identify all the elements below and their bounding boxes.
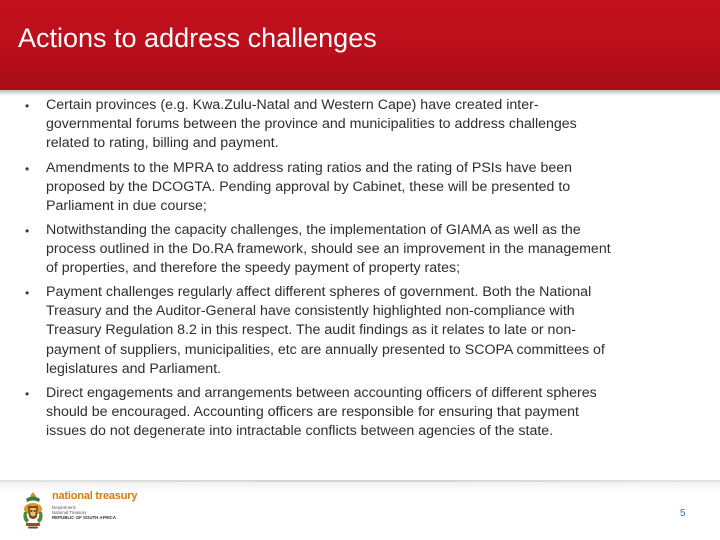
bullet-line: Treasury Regulation 8.2 in this respect. The audit findings as it relates to late or non- [46,322,576,339]
bullet-glyph: • [25,99,30,113]
bullet-line: related to rating, billing and payment. [46,135,279,152]
bullet-line: should be encouraged. Accounting officers are responsible for ensuring that payment [46,404,579,421]
bullet-glyph: • [25,387,30,401]
bullet-text [46,96,686,154]
bullet-text [46,221,686,279]
bullet-line: proposed by the DCOGTA. Pending approval by Cabinet, these will be presented to [46,179,571,196]
bullet-line: process outlined in the Do.RA framework, should see an improvement in the management [46,241,611,258]
bullet-text [46,159,686,217]
bullet-glyph: • [25,224,30,238]
logo-department-name: National Treasury [52,510,87,515]
logo-country: REPUBLIC OF SOUTH AFRICA [52,515,116,520]
bullet-line: Amendments to the MPRA to address rating ratios and the rating of PSIs have been [46,160,573,176]
bullet-glyph: • [25,162,30,176]
bullet-line: Treasury and the Auditor-General have consistently highlighted non-compliance with [46,303,575,320]
national-treasury-logo [20,490,150,532]
title-bar [0,0,720,90]
bullet-line: of properties, and therefore the speedy payment of property rates; [46,260,461,277]
bullet-glyph: • [25,286,30,300]
bullet-line: Notwithstanding the capacity challenges, the implementation of GIAMA as well as the [46,222,581,238]
logo-wordmark: national treasury [52,490,138,502]
bullet-text [46,384,686,442]
bullet-line: Certain provinces (e.g. Kwa.Zulu-Natal and Western Cape) have created inter- [46,97,539,113]
logo-department-label: Department: [52,505,77,510]
bullet-line: Payment challenges regularly affect different spheres of government. Both the National [46,284,592,300]
bullet-line: Parliament in due course; [46,198,207,215]
bullet-line: governmental forums between the province and municipalities to address challenges [46,116,577,133]
slide-title: Actions to address challenges [18,23,377,53]
bullet-line: legislatures and Parliament. [46,360,222,377]
page-number: 5 [680,508,686,519]
bullet-line: Direct engagements and arrangements between accounting officers of different spheres [46,385,597,401]
coat-of-arms-icon [20,490,46,530]
bullet-text [46,283,686,379]
bullet-line: issues do not degenerate into intractable conflicts between agencies of the state. [46,423,554,440]
bullet-line: payment of suppliers, municipalities, etc are annually presented to SCOPA committees of [46,341,605,358]
